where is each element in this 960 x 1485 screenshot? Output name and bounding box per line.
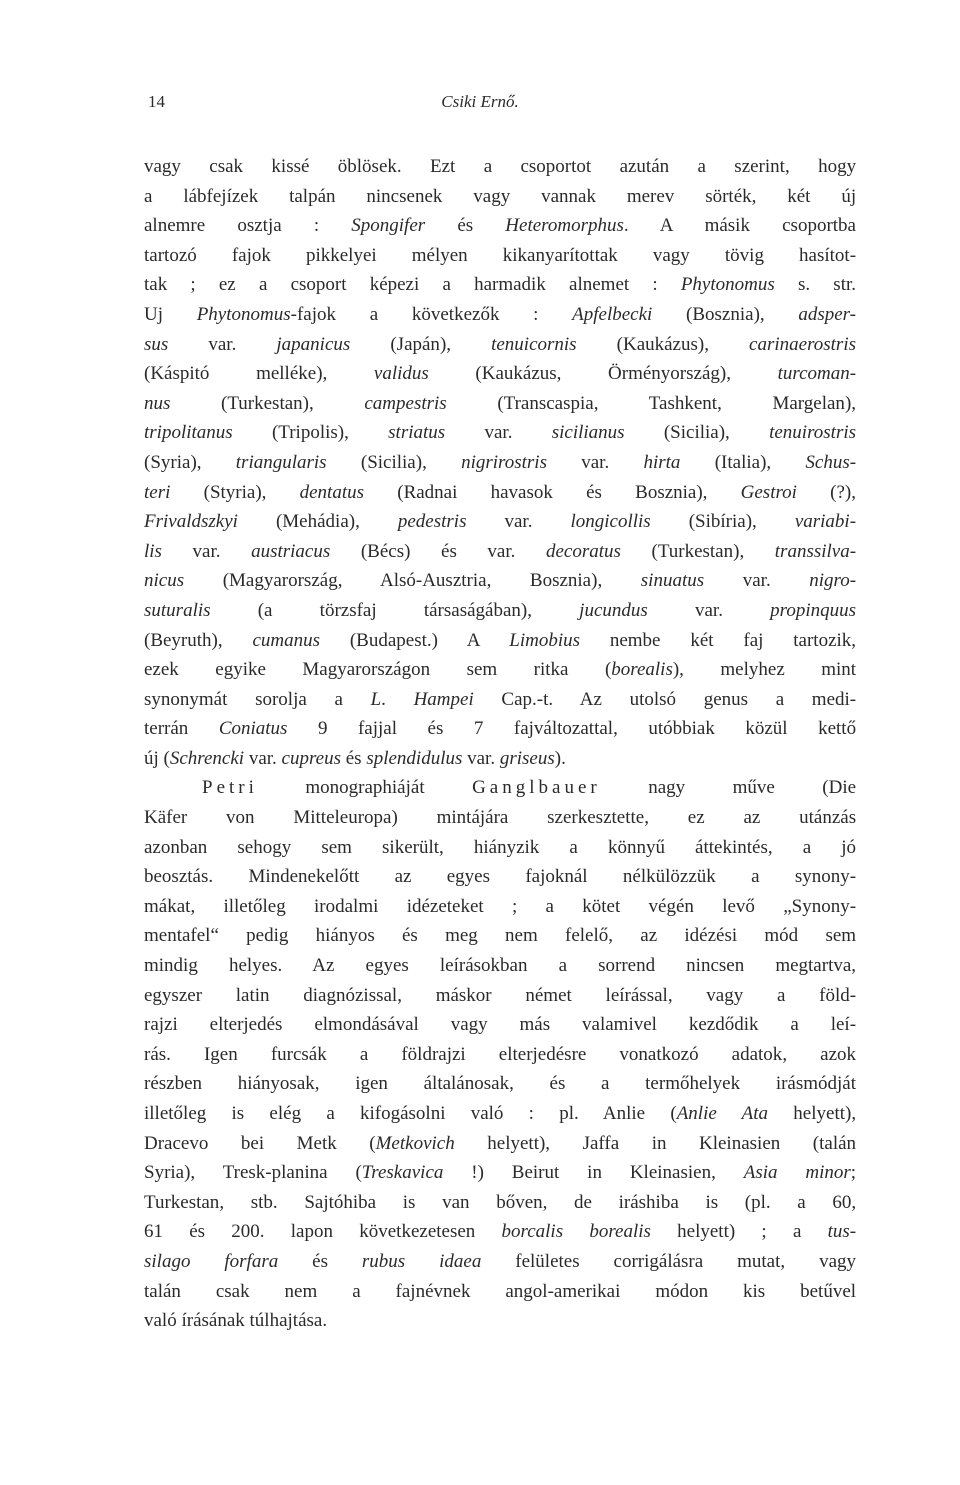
text-line: teri (Styria), dentatus (Radnai havasok és Bosznia), Gestroi (?), [144, 481, 857, 503]
text-line: 61 és 200. lapon következetesen borcalis borealis helyett) ; a tus- [144, 1221, 857, 1243]
text-line: (Syria), triangularis (Sicilia), nigrirostris var. hirta (Italia), Schus- [144, 451, 857, 473]
text-line: való írásának túlhajtása. [144, 1310, 328, 1332]
text-line: mentafel“ pedig hiányos és meg nem felelő, az idézési mód sem [144, 925, 857, 947]
text-line: Dracevo bei Metk (Metkovich helyett), Jaffa in Kleinasien (talán [144, 1132, 857, 1154]
page-number: 14 [148, 92, 165, 111]
text-line: (Beyruth), cumanus (Budapest.) A Limobius nembe két faj tartozik, [144, 629, 857, 651]
text-line: beosztás. Mindenekelőtt az egyes fajoknál nélkülözzük a synony- [144, 866, 857, 888]
text-line: synonymát sorolja a L. Hampei Cap.-t. Az utolsó genus a medi- [144, 688, 857, 710]
text-line: tartozó fajok pikkelyei mélyen kikanyarítottak vagy tövig hasítot- [144, 244, 857, 266]
text-line: mákat, illetőleg irodalmi idézeteket ; a kötet végén levő „Synony- [144, 895, 857, 917]
running-head: Csiki Ernő. [441, 92, 519, 111]
text-line: részben hiányosak, igen általánosak, és a termőhelyek irásmódját [144, 1073, 857, 1095]
text-line: rás. Igen furcsák a földrajzi elterjedésre vonatkozó adatok, azok [144, 1043, 857, 1065]
text-line: (Káspitó melléke), validus (Kaukázus, Örményország), turcoman- [144, 363, 857, 385]
text-line: Uj Phytonomus-fajok a következők : Apfelbecki (Bosznia), adsper- [144, 303, 857, 325]
text-line: sus var. japanicus (Japán), tenuicornis (Kaukázus), carinaerostris [144, 333, 856, 355]
text-line: azonban sehogy sem sikerült, hiányzik a könnyű áttekintés, a jó [144, 836, 856, 858]
text-line: Frivaldszkyi (Mehádia), pedestris var. longicollis (Sibíria), variabi- [144, 511, 857, 533]
text-line: tripolitanus (Tripolis), striatus var. sicilianus (Sicilia), tenuirostris [144, 422, 857, 444]
text-line: Petri monographiáját Ganglbauer nagy műve (Die [202, 777, 857, 799]
text-line: vagy csak kissé öblösek. Ezt a csoportot azután a szerint, hogy [144, 156, 857, 177]
text-line: Turkestan, stb. Sajtóhiba is van bőven, de iráshiba is (pl. a 60, [144, 1191, 857, 1213]
text-line: suturalis (a törzsfaj társaságában), jucundus var. propinquus [144, 599, 856, 621]
text-line: talán csak nem a fajnévnek angol-amerikai módon kis betűvel [144, 1280, 857, 1302]
text-line: új (Schrencki var. cupreus és splendidulus var. griseus). [144, 747, 566, 769]
text-line: terrán Coniatus 9 fajjal és 7 fajváltozattal, utóbbiak közül kettő [144, 718, 857, 740]
text-line: nicus (Magyarország, Alsó-Ausztria, Bosznia), sinuatus var. nigro- [144, 570, 857, 592]
text-line: a lábfejízek talpán nincsenek vagy vannak merev sörték, két új [144, 185, 857, 207]
text-line: Syria), Tresk-planina (Treskavica !) Beirut in Kleinasien, Asia minor; [144, 1162, 857, 1184]
text-line: silago forfara és rubus idaea felületes corrigálásra mutat, vagy [144, 1250, 857, 1272]
text-line: Käfer von Mitteleuropa) mintájára szerkesztette, ez az utánzás [144, 807, 857, 829]
text-line: ezek egyike Magyarországon sem ritka (borealis), melyhez mint [144, 659, 857, 681]
text-line: alnemre osztja : Spongifer és Heteromorphus. A másik csoportba [144, 215, 856, 237]
text-line: nus (Turkestan), campestris (Transcaspia, Tashkent, Margelan), [144, 392, 857, 414]
text-line: lis var. austriacus (Bécs) és var. decoratus (Turkestan), transsilva- [144, 540, 857, 562]
text-line: egyszer latin diagnózissal, máskor német leírással, vagy a föld- [144, 984, 857, 1006]
text-line: rajzi elterjedés elmondásával vagy más valamivel kezdődik a leí- [144, 1014, 857, 1036]
text-line: tak ; ez a csoport képezi a harmadik alnemet : Phytonomus s. str. [144, 274, 856, 296]
text-line: illetőleg is elég a kifogásolni való : pl. Anlie (Anlie Ata helyett), [144, 1103, 857, 1124]
page-header [148, 92, 812, 118]
body-text [144, 152, 856, 1336]
text-line: mindig helyes. Az egyes leírásokban a sorrend nincsen megtartva, [144, 955, 857, 977]
